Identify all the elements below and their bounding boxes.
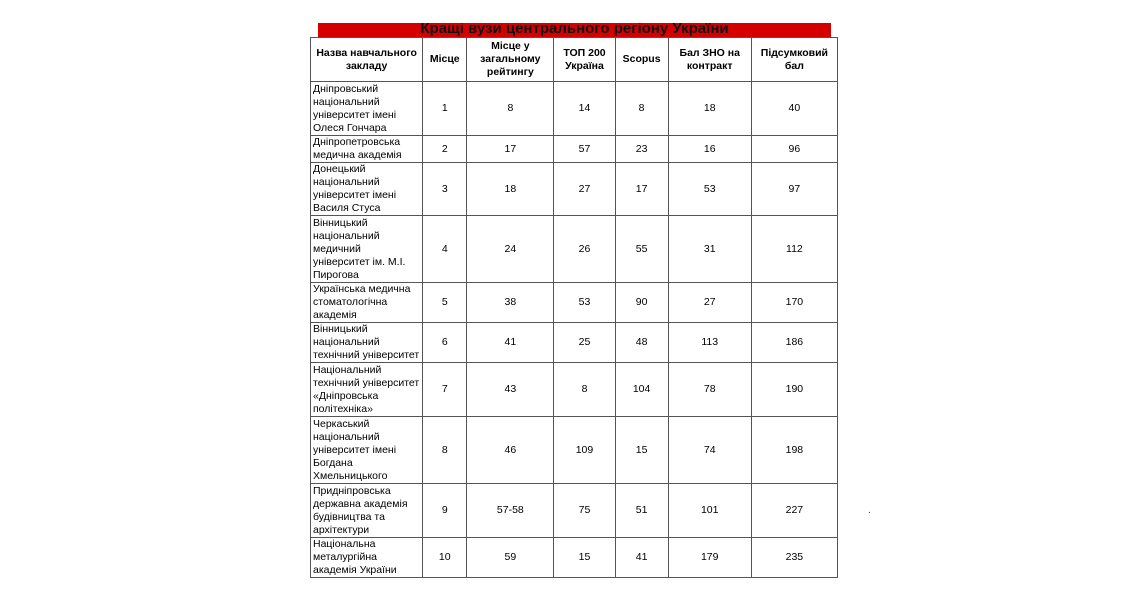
cell-zno: 16	[668, 136, 751, 163]
cell-zno: 53	[668, 163, 751, 216]
cell-top200: 53	[554, 283, 615, 323]
cell-top200: 27	[554, 163, 615, 216]
cell-zno: 101	[668, 484, 751, 538]
header-top200: ТОП 200 Україна	[554, 38, 615, 82]
cell-scopus: 41	[615, 538, 668, 578]
cell-place: 5	[423, 283, 467, 323]
header-scopus: Scopus	[615, 38, 668, 82]
cell-place: 2	[423, 136, 467, 163]
cell-scopus: 48	[615, 323, 668, 363]
cell-overall: 46	[467, 417, 554, 484]
header-name: Назва навчального закладу	[311, 38, 423, 82]
header-overall-rank: Місце у загальному рейтингу	[467, 38, 554, 82]
cell-top200: 109	[554, 417, 615, 484]
cell-zno: 18	[668, 82, 751, 136]
cell-top200: 26	[554, 216, 615, 283]
page-title: Кращі вузи центрального регіону України	[420, 23, 729, 37]
table-row	[311, 363, 838, 417]
cell-overall: 57-58	[467, 484, 554, 538]
table-row	[311, 163, 838, 216]
cell-overall: 43	[467, 363, 554, 417]
cell-place: 3	[423, 163, 467, 216]
cell-name: Вінницький національний технічний університет	[311, 323, 423, 363]
table-row	[311, 82, 838, 136]
cell-top200: 57	[554, 136, 615, 163]
cell-name: Дніпропетровська медична академія	[311, 136, 423, 163]
cell-name: Черкаський національний університет імені Богдана Хмельницького	[311, 417, 423, 484]
cell-total: 170	[751, 283, 837, 323]
cell-place: 6	[423, 323, 467, 363]
cell-place: 9	[423, 484, 467, 538]
table-header-row	[311, 38, 838, 82]
cell-top200: 14	[554, 82, 615, 136]
cell-total: 112	[751, 216, 837, 283]
cell-zno: 31	[668, 216, 751, 283]
cell-zno: 113	[668, 323, 751, 363]
table-row	[311, 216, 838, 283]
cell-scopus: 17	[615, 163, 668, 216]
cell-overall: 59	[467, 538, 554, 578]
cell-place: 4	[423, 216, 467, 283]
header-total: Підсумковий бал	[751, 38, 837, 82]
cell-name: Придніпровська державна академія будівництва та архітектури	[311, 484, 423, 538]
table-row	[311, 283, 838, 323]
cell-place: 7	[423, 363, 467, 417]
cell-place: 10	[423, 538, 467, 578]
header-place: Місце	[423, 38, 467, 82]
cell-overall: 17	[467, 136, 554, 163]
cell-place: 8	[423, 417, 467, 484]
table-row	[311, 417, 838, 484]
cell-overall: 24	[467, 216, 554, 283]
cell-top200: 8	[554, 363, 615, 417]
title-bar	[318, 23, 831, 37]
cell-total: 190	[751, 363, 837, 417]
cell-place: 1	[423, 82, 467, 136]
cell-scopus: 23	[615, 136, 668, 163]
cell-name: Вінницький національний медичний університет ім. М.І. Пирогова	[311, 216, 423, 283]
cell-scopus: 15	[615, 417, 668, 484]
cell-overall: 38	[467, 283, 554, 323]
cell-overall: 18	[467, 163, 554, 216]
cell-overall: 8	[467, 82, 554, 136]
cell-total: 97	[751, 163, 837, 216]
cell-total: 96	[751, 136, 837, 163]
cell-top200: 25	[554, 323, 615, 363]
cell-overall: 41	[467, 323, 554, 363]
cell-total: 235	[751, 538, 837, 578]
cell-total: 198	[751, 417, 837, 484]
cell-total: 186	[751, 323, 837, 363]
cell-name: Донецький національний університет імені Василя Стуса	[311, 163, 423, 216]
table-row	[311, 538, 838, 578]
cell-scopus: 90	[615, 283, 668, 323]
cell-scopus: 8	[615, 82, 668, 136]
cell-name: Українська медична стоматологічна академія	[311, 283, 423, 323]
cell-top200: 75	[554, 484, 615, 538]
ranking-table	[310, 37, 838, 578]
cell-zno: 74	[668, 417, 751, 484]
table-row	[311, 323, 838, 363]
cell-total: 227	[751, 484, 837, 538]
table-row	[311, 484, 838, 538]
cell-zno: 27	[668, 283, 751, 323]
cell-total: 40	[751, 82, 837, 136]
cell-zno: 179	[668, 538, 751, 578]
cell-top200: 15	[554, 538, 615, 578]
cell-scopus: 104	[615, 363, 668, 417]
header-zno: Бал ЗНО на контракт	[668, 38, 751, 82]
table-row	[311, 136, 838, 163]
cell-scopus: 51	[615, 484, 668, 538]
cell-name: Національна металургійна академія України	[311, 538, 423, 578]
stray-mark: .	[868, 505, 871, 516]
cell-scopus: 55	[615, 216, 668, 283]
cell-zno: 78	[668, 363, 751, 417]
cell-name: Національний технічний університет «Дніпровська політехніка»	[311, 363, 423, 417]
cell-name: Дніпровський національний університет імені Олеся Гончара	[311, 82, 423, 136]
